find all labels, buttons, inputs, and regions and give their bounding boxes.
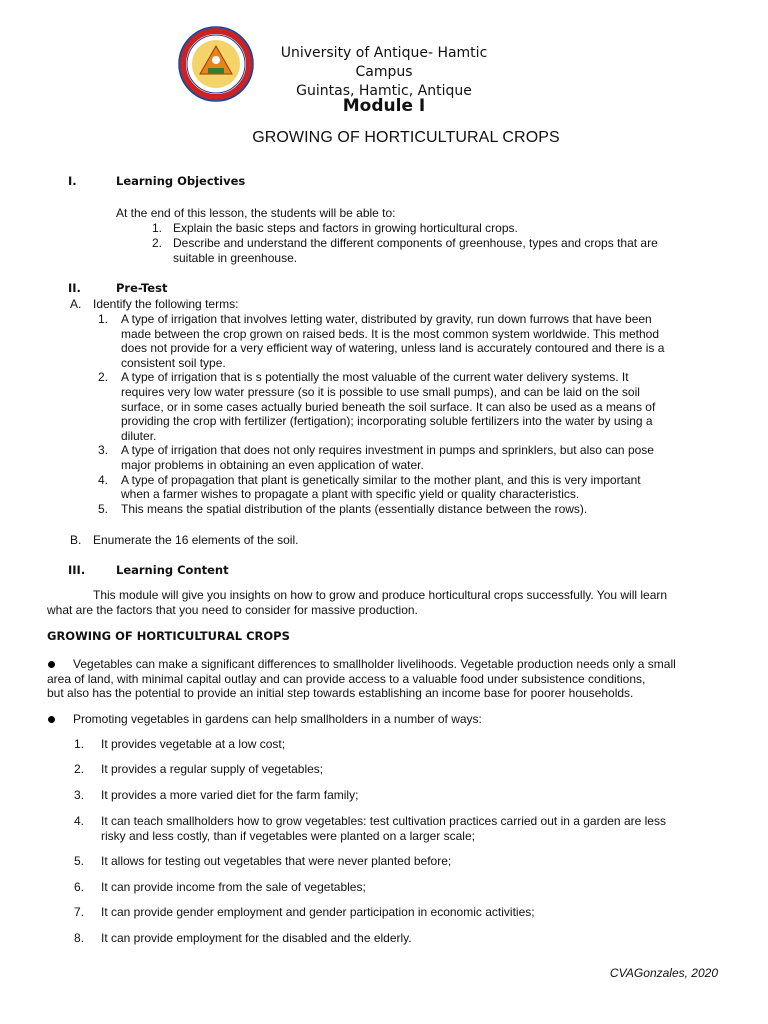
footer-author: CVAGonzales, 2020 — [609, 966, 718, 980]
bullet-icon — [48, 661, 55, 668]
list-item-line: This means the spatial distribution of the plants (essentially distance between the rows). — [121, 501, 588, 516]
bullet-line: Promoting vegetables in gardens can help smallholders in a number of ways: — [73, 712, 482, 726]
list-number: 6. — [74, 880, 85, 894]
objectives-intro: At the end of this lesson, the students will be able to: — [116, 206, 396, 220]
list-number: 5. — [74, 854, 85, 868]
list-item-line: A type of irrigation that involves letting water, distributed by gravity, run down furrows that have been — [121, 312, 652, 326]
bullet-line: but also has the potential to provide an initial step towards establishing an income base for poorer households. — [47, 686, 634, 701]
list-item-line: major problems in obtaining an even application of water. — [121, 458, 424, 472]
list-item-line: It allows for testing out vegetables that were never planted before; — [101, 854, 452, 868]
list-item-line: made between the crop grown on raised beds. It is the most common system worldwide. This method — [121, 326, 660, 341]
list-number: 3. — [74, 788, 85, 802]
list-number: 2. — [74, 762, 85, 776]
list-item-line: diluter. — [121, 428, 157, 443]
bullet-icon — [48, 716, 55, 723]
list-item-line: A type of irrigation that does not only requires investment in pumps and sprinklers, but also can pose — [121, 443, 654, 458]
list-item-line: It can provide employment for the disabled and the elderly. — [101, 931, 412, 945]
list-number: 8. — [74, 931, 85, 945]
section-number: II. — [68, 281, 81, 295]
list-item-line: providing the crop with fertilizer (fertigation); incorporating soluble fertilizers into the water by using a — [121, 414, 653, 429]
bullet-line: Vegetables can make a significant differences to smallholder livelihoods. Vegetable production needs only a small — [73, 657, 676, 671]
list-number: 7. — [74, 905, 85, 919]
university-name: University of Antique- Hamtic Campus — [280, 45, 488, 80]
content-intro-line: This module will give you insights on how to grow and produce horticultural crops successfully. You will learn — [93, 588, 668, 602]
list-number: 5. — [98, 501, 109, 516]
list-number: 1. — [74, 737, 85, 751]
list-item-line: A type of irrigation that is s potentially the most valuable of the current water delivery systems. It — [121, 370, 629, 385]
university-name-block — [254, 44, 514, 101]
part-label: B. — [70, 533, 82, 547]
university-seal-icon — [178, 26, 254, 102]
section-number: I. — [68, 174, 77, 188]
part-instruction: Identify the following terms: — [93, 297, 239, 311]
list-item-line: A type of propagation that plant is genetically similar to the mother plant, and this is very important — [121, 472, 641, 487]
university-address: Guintas, Hamtic, Antique — [296, 83, 472, 99]
part-instruction: Enumerate the 16 elements of the soil. — [93, 533, 299, 547]
list-item-line: It can teach smallholders how to grow vegetables: test cultivation practices carried out in a garden are less — [101, 814, 666, 828]
content-subheading: GROWING OF HORTICULTURAL CROPS — [47, 629, 290, 643]
section-heading: Learning Content — [116, 563, 229, 577]
list-item: Describe and understand the different components of greenhouse, types and crops that are — [173, 236, 658, 250]
part-label: A. — [70, 297, 82, 311]
list-item-line: requires very low water pressure (so it is possible to use small pumps), and can be laid on the soil — [121, 385, 640, 399]
bullet-line: area of land, with minimal capital outlay and can provide access to a valuable food under subsistence conditions, — [47, 671, 646, 686]
list-number: 4. — [74, 814, 85, 828]
list-item-line: does not provide for a very efficient way of watering, unless land is accurately contoured and there is a — [121, 341, 665, 356]
list-number: 3. — [98, 443, 109, 458]
content-intro-line: what are the factors that you need to consider for massive production. — [47, 603, 418, 617]
page-title: GROWING OF HORTICULTURAL CROPS — [252, 129, 560, 146]
list-item-line: It provides a more varied diet for the farm family; — [101, 788, 359, 802]
list-number: 1. — [98, 312, 109, 326]
list-item-line: surface, or in some cases actually buried beneath the soil surface. It can also be used as a means of — [121, 399, 656, 414]
list-item-line: It can provide income from the sale of vegetables; — [101, 880, 366, 894]
section-heading: Learning Objectives — [116, 174, 246, 188]
list-item-line: It provides vegetable at a low cost; — [101, 737, 286, 751]
list-item-line: when a farmer wishes to propagate a plant with specific yield or quality characteristics. — [121, 487, 580, 502]
section-number: III. — [68, 563, 86, 577]
list-item-line: consistent soil type. — [121, 355, 226, 370]
module-title: Module I — [342, 96, 426, 116]
list-number: 2. — [98, 370, 109, 385]
list-item-continued: suitable in greenhouse. — [173, 251, 298, 265]
list-item: Explain the basic steps and factors in growing horticultural crops. — [173, 221, 518, 235]
section-heading: Pre-Test — [116, 281, 168, 295]
list-item-line: It can provide gender employment and gender participation in economic activities; — [101, 905, 535, 919]
list-item-line: It provides a regular supply of vegetables; — [101, 762, 324, 776]
list-number: 1. — [152, 221, 163, 235]
list-number: 2. — [152, 236, 163, 250]
list-item-line: risky and less costly, than if vegetables were planted on a larger scale; — [101, 828, 475, 843]
list-number: 4. — [98, 472, 109, 487]
